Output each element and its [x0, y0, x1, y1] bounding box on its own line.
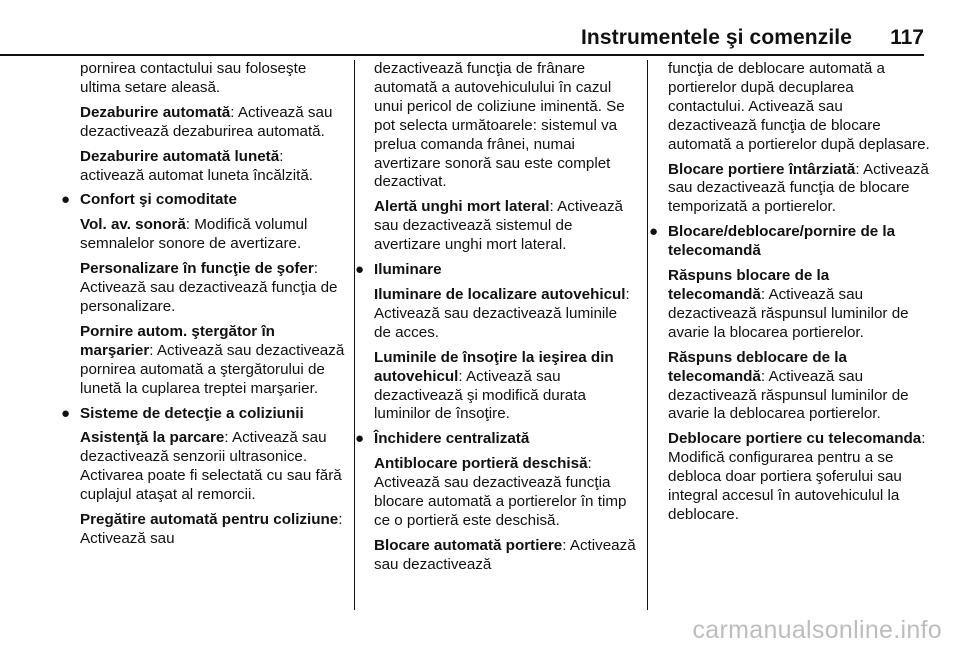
setting-description: : Modifică volumul semnalelor sonore de avertizare. — [80, 216, 308, 253]
setting-entry — [668, 161, 930, 218]
page-header — [0, 0, 960, 54]
setting-entry — [668, 430, 930, 525]
bullet-icon: ● — [61, 191, 71, 209]
setting-description: : Activează sau dezactivează funcţia de blocare temporizată a portierelor. — [668, 160, 929, 216]
setting-name: Dezaburire automată lunetă — [80, 147, 280, 165]
text-column-1 — [61, 60, 350, 555]
section-bullet — [355, 430, 638, 449]
section-bullet — [649, 223, 930, 261]
text-column-3 — [649, 60, 930, 531]
setting-name: Răspuns blocare de la telecomandă — [668, 267, 830, 303]
setting-name: Iluminare de localizare autovehicul — [374, 285, 626, 303]
column-divider — [354, 60, 355, 610]
setting-name: Pregătire automată pentru coliziune — [80, 511, 339, 529]
setting-description: : Activează sau dezactivează pornirea automată a ştergătorului de lunetă la cuplarea treptei marşarier. — [80, 341, 345, 397]
section-heading: Sisteme de detecţie a coliziunii — [80, 404, 304, 422]
bullet-icon: ● — [355, 430, 365, 448]
section-heading: Blocare/deblocare/pornire de la telecomandă — [668, 223, 896, 260]
setting-description: : Activează sau dezactivează funcţia blocare automată a portierelor în timp ce o portieră este deschisă. — [374, 455, 627, 529]
setting-name: Alertă unghi mort lateral — [374, 198, 550, 216]
page-number: 117 — [890, 26, 924, 49]
text-column-2 — [355, 60, 638, 581]
bullet-icon: ● — [355, 261, 365, 279]
setting-description: : Modifică configurarea pentru a se debloca doar portiera şoferului sau integral accesul în autovehiculul la deblocare. — [668, 430, 926, 523]
setting-description: : Activează sau dezactivează şi modifică durata luminilor de însoţire. — [374, 367, 586, 423]
setting-entry — [668, 267, 930, 343]
continued-text: funcţia de deblocare automată a portierelor după decuplarea contactului. Activează sau dezactivează funcţia de blocare automată a portierelor după deplasare. — [668, 60, 930, 153]
setting-description: : Activează sau dezactivează — [374, 536, 636, 573]
section-bullet — [61, 191, 350, 210]
setting-name: Răspuns deblocare de la telecomandă — [668, 348, 847, 385]
setting-name: Luminile de însoţire la ieşirea din autovehicul — [374, 348, 614, 385]
column-divider — [647, 60, 648, 610]
header-divider — [0, 54, 924, 56]
continued-text: dezactivează funcţia de frânare automată a autovehiculului în cazul unui pericol de coliziune iminentă. Se pot selecta următoarele: sistemul va prelua comanda frânei, numai avertizare sonoră sau este complet dezactivat. — [374, 60, 625, 191]
page-footer — [0, 602, 960, 642]
setting-description: : Activează sau dezactivează senzorii ultrasonice. Activarea poate fi selectată cu sau fără cuplajul ataşat al remorcii. — [80, 429, 342, 504]
setting-entry — [374, 455, 638, 531]
setting-name: Antiblocare portieră deschisă — [374, 455, 588, 473]
setting-entry — [374, 537, 638, 575]
bullet-icon: ● — [61, 404, 71, 422]
page-title: Instrumentele şi comenzile — [580, 26, 852, 49]
setting-entry — [80, 511, 350, 549]
watermark-text: carmanualsonline.info — [692, 616, 942, 644]
setting-name: Asistenţă la parcare — [80, 429, 225, 447]
section-bullet — [61, 404, 350, 424]
setting-description: : Activează sau — [80, 511, 343, 547]
section-bullet — [355, 261, 638, 280]
setting-name: Dezaburire automată — [80, 103, 231, 121]
setting-name: Pornire autom. ştergător în marşarier — [80, 322, 275, 359]
setting-entry — [80, 104, 350, 142]
setting-description: : Activează sau dezactivează luminile de acces. — [374, 285, 630, 341]
continued-text: pornirea contactului sau foloseşte ultima setare aleasă. — [80, 60, 307, 96]
setting-description: : activează automat luneta încălzită. — [80, 147, 314, 184]
section-heading: Confort şi comoditate — [80, 191, 237, 209]
setting-description: : Activează sau dezactivează răspunsul luminilor de avarie la deblocarea portierelor. — [668, 367, 909, 423]
setting-name: Blocare portiere întârziată — [668, 160, 856, 178]
setting-description: : Activează sau dezactivează dezaburirea automată. — [80, 103, 333, 140]
section-heading: Închidere centralizată — [374, 430, 530, 448]
setting-name: Deblocare portiere cu telecomanda — [668, 430, 922, 448]
bullet-icon: ● — [649, 223, 659, 241]
section-heading: Iluminare — [374, 261, 442, 279]
setting-description: : Activează sau dezactivează funcţia de personalizare. — [80, 260, 338, 315]
setting-entry — [668, 349, 930, 425]
setting-name: Blocare automată portiere — [374, 536, 563, 554]
setting-entry — [80, 429, 350, 505]
setting-entry — [80, 260, 350, 317]
setting-name: Vol. av. sonoră — [80, 216, 186, 234]
setting-entry — [374, 286, 638, 343]
setting-name: Personalizare în funcţie de şofer — [80, 260, 314, 278]
setting-entry — [374, 198, 638, 255]
setting-entry — [80, 323, 350, 399]
setting-entry — [80, 216, 350, 254]
setting-entry — [80, 148, 350, 186]
setting-description: : Activează sau dezactivează sistemul de avertizare unghi mort lateral. — [374, 198, 623, 254]
setting-description: : Activează sau dezactivează răspunsul luminilor de avarie la blocarea portierelor. — [668, 285, 909, 341]
setting-entry — [374, 349, 638, 425]
